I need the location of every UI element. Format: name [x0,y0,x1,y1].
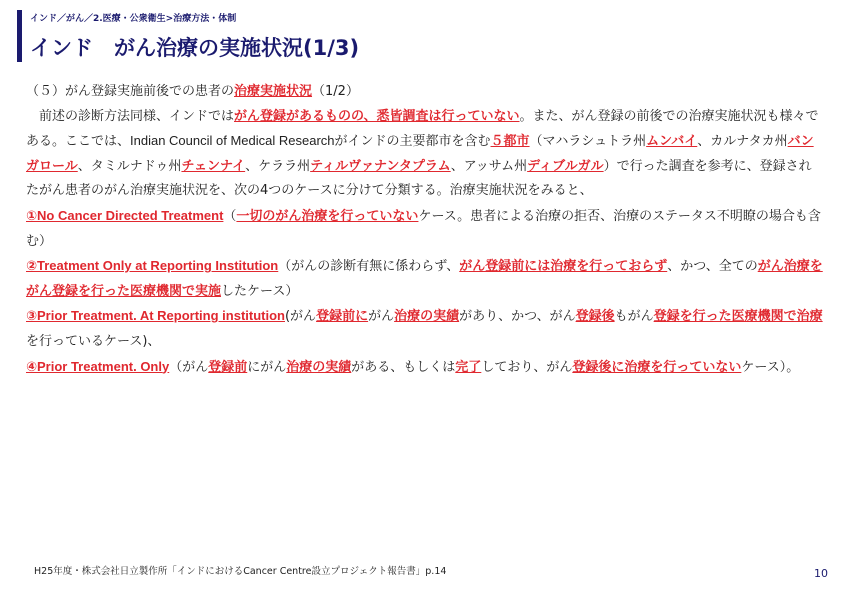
highlighted-text: ④Prior Treatment. Only [26,358,170,374]
section-subheading [26,80,824,105]
highlighted-text: がん登録があるものの、悉皆調査は行っていない [234,108,520,124]
page-title: インド がん治療の実施状況(1/3) [30,36,360,60]
body-text: （ [223,208,237,224]
body-text: （がん [169,359,209,375]
intro-paragraph [26,105,824,204]
body-text: 、ケララ州 [245,158,311,174]
body-text: がインドの主要都市を含む [334,134,491,150]
highlighted-text: ５都市 [490,134,530,150]
source-citation: H25年度・株式会社日立製作所「インドにおけるCancer Centre設立プロジェクト報告書」p.14 [34,566,447,577]
case-2-paragraph [26,254,824,304]
highlighted-text: 登録を行った医療機関で治療 [653,309,823,325]
highlighted-text: 完了 [455,359,482,375]
body-text: 。また、がん登録の前後での治療実施状況も様々である。ここでは、 [26,108,819,150]
highlighted-text: がん登録前には治療を行っておらず [459,259,668,275]
body-text: 、タミルナドゥ州 [77,158,182,174]
highlighted-text: 登録前 [208,359,248,375]
highlighted-text: ③Prior Treatment. At Reporting institution [26,308,285,324]
title-accent-bar [17,10,22,62]
body-text: ケース。患者による治療の拒否、治療のステータス不明瞭の場合も含む） [26,208,821,249]
body-text: がある、もしくは [351,359,456,375]
highlighted-text: ディブルガル [527,158,604,174]
body-text: 前述の診断方法同様、インドでは [39,108,235,124]
body-text: を行っているケース)、 [26,333,161,349]
body-text: 、かつ、全ての [667,259,758,275]
body-text: （がんの診断有無に係わらず、 [278,259,460,275]
highlighted-text: ②Treatment Only at Reporting Institution [26,258,279,274]
case-4-paragraph [26,355,824,381]
highlighted-text: 治療の実績 [286,359,352,375]
body-text: ）で行った調査を参考に、登録されたがん患者のがん治療実施状況を、次の4つのケースに分けて分類する。治療実施状況をみると、 [26,158,812,199]
body-text: （1/2） [312,84,359,99]
body-text: （マハラシュトラ州 [529,134,647,150]
highlighted-text: ①No Cancer Directed Treatment [26,207,224,223]
body-text: があり、かつ、がん [459,309,576,325]
body-text: (がん [284,309,317,325]
highlighted-text: がん治療をがん登録を行った医療機関で実施 [26,259,823,299]
case-1-paragraph [26,204,824,254]
breadcrumb: インド／がん／2.医療・公衆衛生>治療方法・体制 [30,14,237,24]
page-number: 10 [814,567,828,580]
body-text: Indian Council of Medical Research [130,133,335,149]
highlighted-text: バンガロール [26,134,814,174]
main-content [26,80,824,380]
case-3-paragraph [26,304,824,354]
body-text: もがん [614,309,654,325]
highlighted-text: 治療実施状況 [234,84,313,99]
highlighted-text: ティルヴァナンタプラム [310,158,451,174]
body-text: 、カルナタカ州 [697,134,788,150]
body-text: したケース） [221,283,299,299]
highlighted-text: チェンナイ [181,158,246,174]
highlighted-text: 登録後に治療を行っていない [572,359,742,375]
highlighted-text: 治療の実績 [394,309,460,325]
highlighted-text: 一切のがん治療を行っていない [236,208,419,224]
body-text: にがん [247,359,287,375]
highlighted-text: ムンバイ [646,134,698,150]
highlighted-text: 登録前に [316,309,369,325]
body-text: がん [368,309,395,325]
body-text: しており、がん [481,359,573,375]
body-text: 、アッサム州 [450,158,528,174]
body-text: ケース）。 [741,359,800,375]
highlighted-text: 登録後 [575,309,615,325]
body-text: （５）がん登録実施前後での患者の [26,84,235,99]
